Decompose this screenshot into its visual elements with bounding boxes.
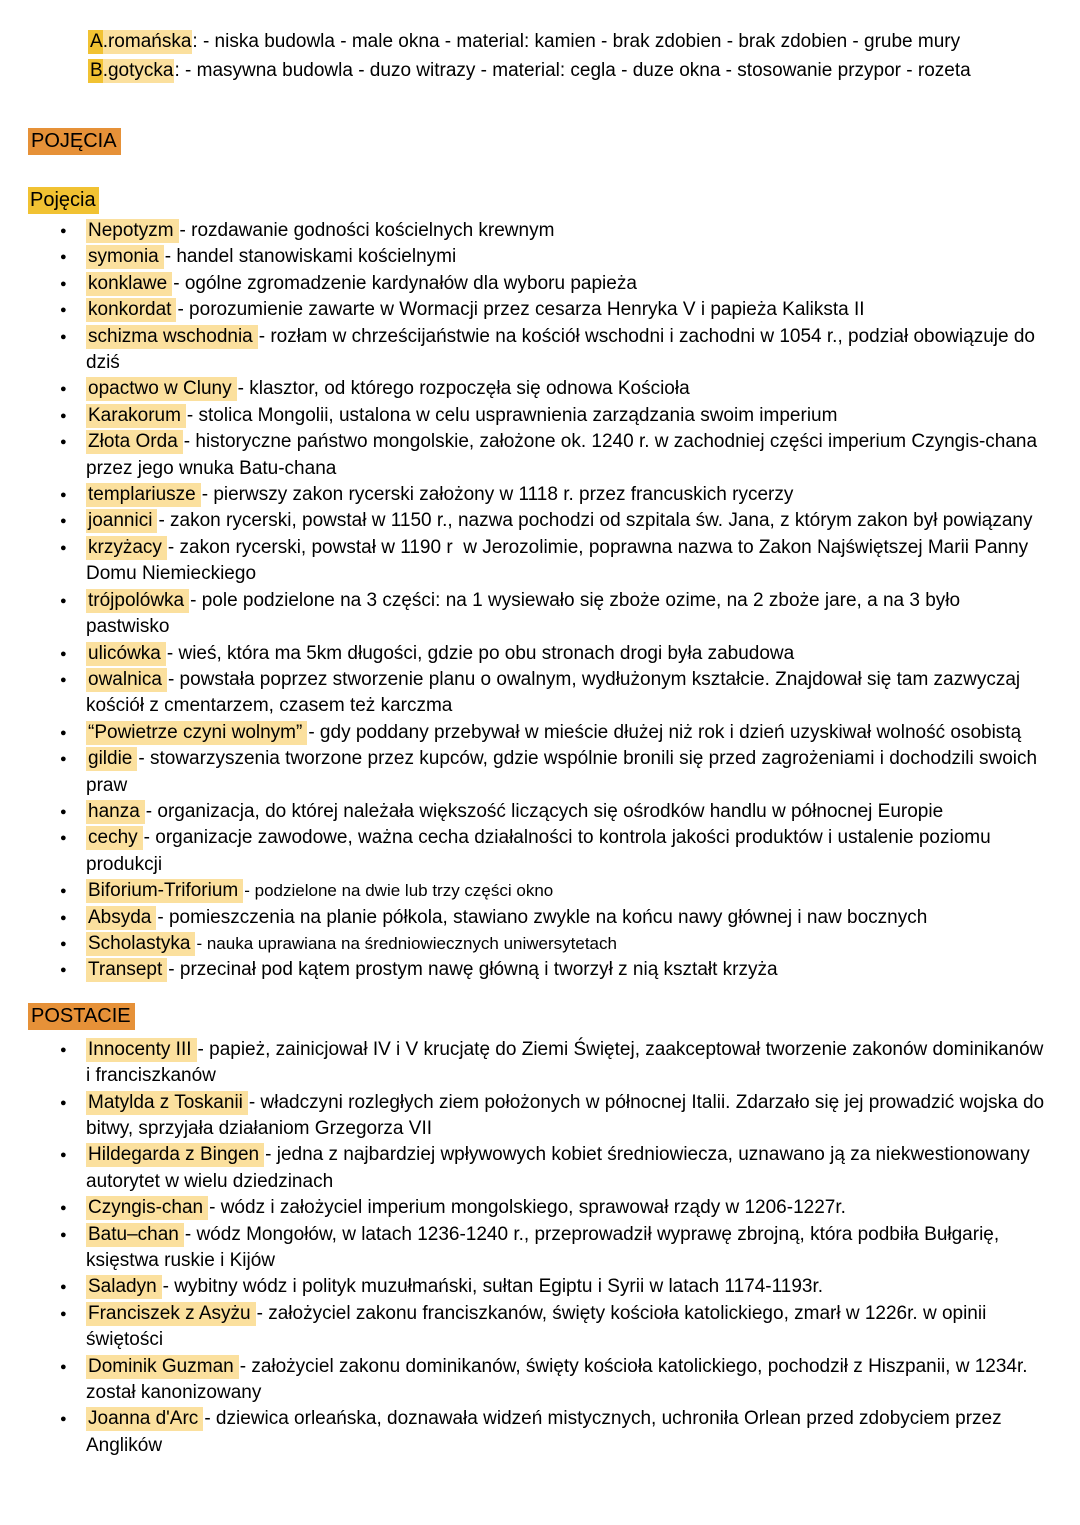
term-highlight: Matylda z Toskanii [86, 1091, 248, 1115]
term-definition: - założyciel zakonu dominikanów, święty kościoła katolickiego, pochodził z Hiszpanii, w 1234r. został kanonizowany [86, 1355, 1028, 1404]
list-item [60, 1195, 1047, 1221]
list-item [60, 1037, 1047, 1090]
bullet-icon: ● [60, 1043, 67, 1056]
term-definition: - klasztor, od którego rozpoczęła się odnowa Kościoła [237, 378, 690, 400]
intro-term-highlight: .romańska [102, 31, 192, 52]
bullet-icon: ● [60, 594, 67, 607]
term-highlight: Czyngis-chan [86, 1196, 208, 1220]
list-item-text [86, 1356, 1028, 1403]
bullet-list [60, 1037, 1047, 1460]
term-definition: - wódz Mongołów, w latach 1236-1240 r., przeprowadził wyprawę zbrojną, która podbiła Bułgarię, księstwa ruskie i Kijów [86, 1223, 1000, 1272]
list-item-text [86, 590, 960, 637]
list-item [60, 1274, 1047, 1300]
term-highlight: gildie [86, 747, 137, 771]
intro-line [88, 27, 1047, 56]
term-highlight: Batu–chan [86, 1223, 184, 1247]
bullet-icon: ● [60, 1281, 67, 1294]
list-item-text [86, 1276, 823, 1297]
list-item-text [86, 510, 1033, 531]
list-item [60, 746, 1047, 799]
list-item-text [86, 299, 865, 320]
list-item [60, 667, 1047, 720]
intro-definition: : - niska budowla - male okna - material: kamien - brak zdobien - brak zdobien - grube mury [192, 31, 961, 52]
list-item-text [86, 959, 778, 980]
bullet-icon: ● [60, 1149, 67, 1162]
bullet-icon: ● [60, 805, 67, 818]
list-item [60, 1142, 1047, 1195]
bullet-icon: ● [60, 1096, 67, 1109]
term-definition: - władczyni rozległych ziem położonych w północnej Italii. Zdarzało się jej prowadzić wojska do bitwy, sprzyjała działaniom Grzegorza VII [86, 1091, 1045, 1139]
term-highlight: krzyżacy [86, 536, 167, 560]
term-definition: - ogólne zgromadzenie kardynałów dla wyboru papieża [173, 272, 637, 294]
list-item-text [86, 669, 1020, 716]
list-item [60, 271, 1047, 297]
term-highlight: Karakorum [86, 404, 186, 428]
list-item-text [86, 643, 794, 664]
term-highlight: Innocenty III [86, 1038, 197, 1062]
list-item [60, 878, 1047, 904]
bullet-icon: ● [60, 383, 67, 396]
term-definition: - porozumienie zawarte w Wormacji przez cesarza Henryka V i papieża Kaliksta II [177, 299, 865, 321]
list-item-text [86, 326, 1035, 373]
list-item-text [86, 907, 927, 928]
intro-definition: : - masywna budowla - duzo witrazy - material: cegla - duze okna - stosowanie przypor - rozeta [174, 60, 971, 81]
list-item-text [86, 1303, 986, 1350]
term-highlight: Dominik Guzman [86, 1355, 239, 1379]
list-item [60, 482, 1047, 508]
bullet-icon: ● [60, 436, 67, 449]
term-highlight: Franciszek z Asyżu [86, 1302, 256, 1326]
section-heading-line [28, 1003, 1047, 1031]
list-item [60, 324, 1047, 377]
list-item-text [86, 484, 793, 505]
term-definition: - stolica Mongolii, ustalona w celu usprawnienia zarządzania swoim imperium [186, 404, 838, 426]
sections-container [28, 128, 1047, 1459]
list-item-text [86, 431, 1037, 478]
term-definition: - zakon rycerski, powstał w 1150 r., nazwa pochodzi od szpitala św. Jana, z którym zakon był powiązany [158, 510, 1033, 532]
list-item-text [86, 1144, 1030, 1191]
bullet-icon: ● [60, 515, 67, 528]
term-definition: - powstała poprzez stworzenie planu o owalnym, wydłużonym kształcie. Znajdował się tam zazwyczaj kościół z cmentarzem, czasem też karczma [86, 668, 1021, 717]
term-definition: - rozdawanie godności kościelnych krewnym [179, 220, 555, 241]
list-item [60, 1301, 1047, 1354]
intro-block [88, 27, 1047, 85]
term-highlight: templariusze [86, 483, 201, 507]
list-item-text [86, 827, 991, 874]
section-heading: POJĘCIA [28, 128, 121, 155]
subsection-heading: Pojęcia [28, 187, 99, 214]
list-item [60, 1406, 1047, 1459]
bullet-icon: ● [60, 1228, 67, 1241]
term-highlight: schizma wschodnia [86, 325, 258, 349]
term-highlight: “Powietrze czyni wolnym” [86, 721, 307, 745]
bullet-icon: ● [60, 225, 67, 237]
section-heading: POSTACIE [28, 1003, 135, 1030]
term-highlight: konkordat [86, 298, 176, 322]
term-highlight: cechy [86, 826, 143, 850]
bullet-icon: ● [60, 251, 67, 264]
term-definition: - nauka uprawiana na średniowiecznych uniwersytetach [196, 933, 617, 953]
term-highlight: trójpolówka [86, 589, 189, 613]
bullet-icon: ● [60, 304, 67, 317]
term-highlight: joannici [86, 509, 157, 533]
bullet-icon: ● [60, 937, 67, 950]
term-definition: - organizacje zawodowe, ważna cecha działalności to kontrola jakości produktów i ustalenie poziomu produkcji [86, 827, 991, 875]
intro-term-highlight: .gotycka [102, 60, 174, 81]
term-definition: - gdy poddany przebywał w mieście dłużej niż rok i dzień uzyskiwał wolność osobistą [308, 721, 1022, 743]
bullet-icon: ● [60, 1307, 67, 1320]
intro-term-prefix-highlight: A [90, 31, 103, 52]
term-highlight: symonia [86, 245, 164, 269]
list-item [60, 931, 1047, 957]
bullet-icon: ● [60, 647, 67, 660]
term-highlight: owalnica [86, 668, 167, 692]
bullet-icon: ● [60, 753, 67, 766]
term-definition: - stowarzyszenia tworzone przez kupców, gdzie wspólnie bronili się przed zagrożeniami i dochodzili swoich praw [86, 748, 1038, 796]
subsection-heading-line [28, 187, 1047, 215]
term-highlight: Złota Orda [86, 430, 183, 454]
list-item [60, 403, 1047, 429]
list-item [60, 535, 1047, 588]
bullet-icon: ● [60, 964, 67, 977]
intro-term-prefix-highlight: B [90, 60, 103, 81]
list-item-text [86, 722, 1021, 743]
list-item [60, 641, 1047, 667]
list-item [60, 1354, 1047, 1407]
list-item-text [86, 1224, 999, 1271]
term-definition: - jedna z najbardziej wpływowych kobiet średniowiecza, uznawano ją za niekwestionowany autorytet w wielu dziedzinach [86, 1144, 1030, 1192]
list-item [60, 429, 1047, 482]
list-item-text [86, 220, 554, 241]
bullet-icon: ● [60, 726, 67, 739]
term-definition: - papież, zainicjował IV i V krucjatę do Ziemi Świętej, zaakceptował tworzenie zakonów dominikanów i franciszkanów [86, 1038, 1044, 1087]
term-definition: - wieś, która ma 5km długości, gdzie po obu stronach drogi była zabudowa [166, 642, 795, 664]
bullet-icon: ● [60, 277, 67, 290]
list-item [60, 244, 1047, 270]
term-highlight: Saladyn [86, 1275, 162, 1299]
term-definition: - pierwszy zakon rycerski założony w 1118 r. przez francuskich rycerzy [201, 484, 794, 506]
bullet-icon: ● [60, 1202, 67, 1215]
term-definition: - rozłam w chrześcijaństwie na kościół wschodni i zachodni w 1054 r., podział obowiązuje do dziś [86, 325, 1035, 374]
term-definition: - historyczne państwo mongolskie, założone ok. 1240 r. w zachodniej części imperium Czyngis-chana przez jego wnuka Batu-chana [86, 431, 1038, 479]
bullet-icon: ● [60, 1360, 67, 1373]
term-definition: - zakon rycerski, powstał w 1190 r w Jerozolimie, poprawna nazwa to Zakon Najświętszej Marii Panny Domu Niemieckiego [86, 536, 1029, 585]
list-item-text [86, 933, 617, 954]
term-definition: - założyciel zakonu franciszkanów, święty kościoła katolickiego, zmarł w 1226r. w opinii świętości [86, 1302, 987, 1351]
list-item-text [86, 1092, 1044, 1139]
term-highlight: Transept [86, 958, 167, 982]
list-item-text [86, 748, 1037, 795]
term-highlight: hanza [86, 800, 145, 824]
term-highlight: Nepotyzm [86, 219, 179, 243]
list-item-text [86, 246, 456, 267]
list-item [60, 720, 1047, 746]
list-item-text [86, 1408, 1002, 1455]
term-definition: - pomieszczenia na planie półkola, stawiano zwykle na końcu nawy głównej i naw bocznych [157, 906, 928, 928]
section-heading-line [28, 128, 1047, 156]
bullet-icon: ● [60, 832, 67, 845]
term-highlight: Absyda [86, 906, 156, 930]
list-item [60, 588, 1047, 641]
intro-line [88, 56, 1047, 85]
list-item [60, 508, 1047, 534]
list-item [60, 297, 1047, 323]
list-item-text [86, 378, 690, 399]
list-item-text [86, 1039, 1043, 1086]
term-highlight: Joanna d'Arc [86, 1407, 203, 1431]
section-0 [28, 128, 1047, 984]
list-item [60, 905, 1047, 931]
bullet-icon: ● [60, 885, 67, 898]
list-item-text [86, 1197, 846, 1218]
term-highlight: Biforium-Triforium [86, 879, 243, 903]
term-highlight: Hildegarda z Bingen [86, 1143, 264, 1167]
bullet-icon: ● [60, 330, 67, 343]
list-item [60, 376, 1047, 402]
term-definition: - wódz i założyciel imperium mongolskiego, sprawował rządy w 1206-1227r. [209, 1197, 846, 1219]
list-item [60, 218, 1047, 244]
list-item [60, 1222, 1047, 1275]
bullet-icon: ● [60, 911, 67, 924]
list-item-text [86, 273, 637, 294]
section-1 [28, 1003, 1047, 1460]
bullet-icon: ● [60, 1413, 67, 1426]
bullet-icon: ● [60, 489, 67, 502]
bullet-icon: ● [60, 673, 67, 686]
term-definition: - podzielone na dwie lub trzy części okno [244, 881, 554, 901]
bullet-list [60, 218, 1047, 984]
bullet-icon: ● [60, 541, 67, 554]
term-highlight: Scholastyka [86, 932, 195, 956]
list-item [60, 799, 1047, 825]
list-item [60, 825, 1047, 878]
term-highlight: konklawe [86, 272, 172, 296]
list-item-text [86, 405, 837, 426]
term-definition: - wybitny wódz i polityk muzułmański, sułtan Egiptu i Syrii w latach 1174-1193r. [162, 1276, 824, 1298]
list-item [60, 1090, 1047, 1143]
term-definition: - organizacja, do której należała większość liczących się ośrodków handlu w północnej Europie [145, 800, 944, 822]
term-definition: - pole podzielone na 3 części: na 1 wysiewało się zboże ozime, na 2 zboże jare, a na 3 było pastwisko [86, 589, 961, 638]
term-definition: - handel stanowiskami kościelnymi [164, 246, 457, 268]
term-highlight: ulicówka [86, 642, 166, 666]
list-item-text [86, 880, 553, 901]
term-definition: - dziewica orleańska, doznawała widzeń mistycznych, uchroniła Orlean przed zdobyciem przez Anglików [86, 1408, 1002, 1456]
list-item-text [86, 537, 1028, 584]
bullet-icon: ● [60, 409, 67, 422]
list-item [60, 957, 1047, 983]
term-highlight: opactwo w Cluny [86, 377, 237, 401]
list-item-text [86, 801, 943, 822]
term-definition: - przecinał pod kątem prostym nawę główną i tworzył z nią kształt krzyża [168, 959, 778, 981]
